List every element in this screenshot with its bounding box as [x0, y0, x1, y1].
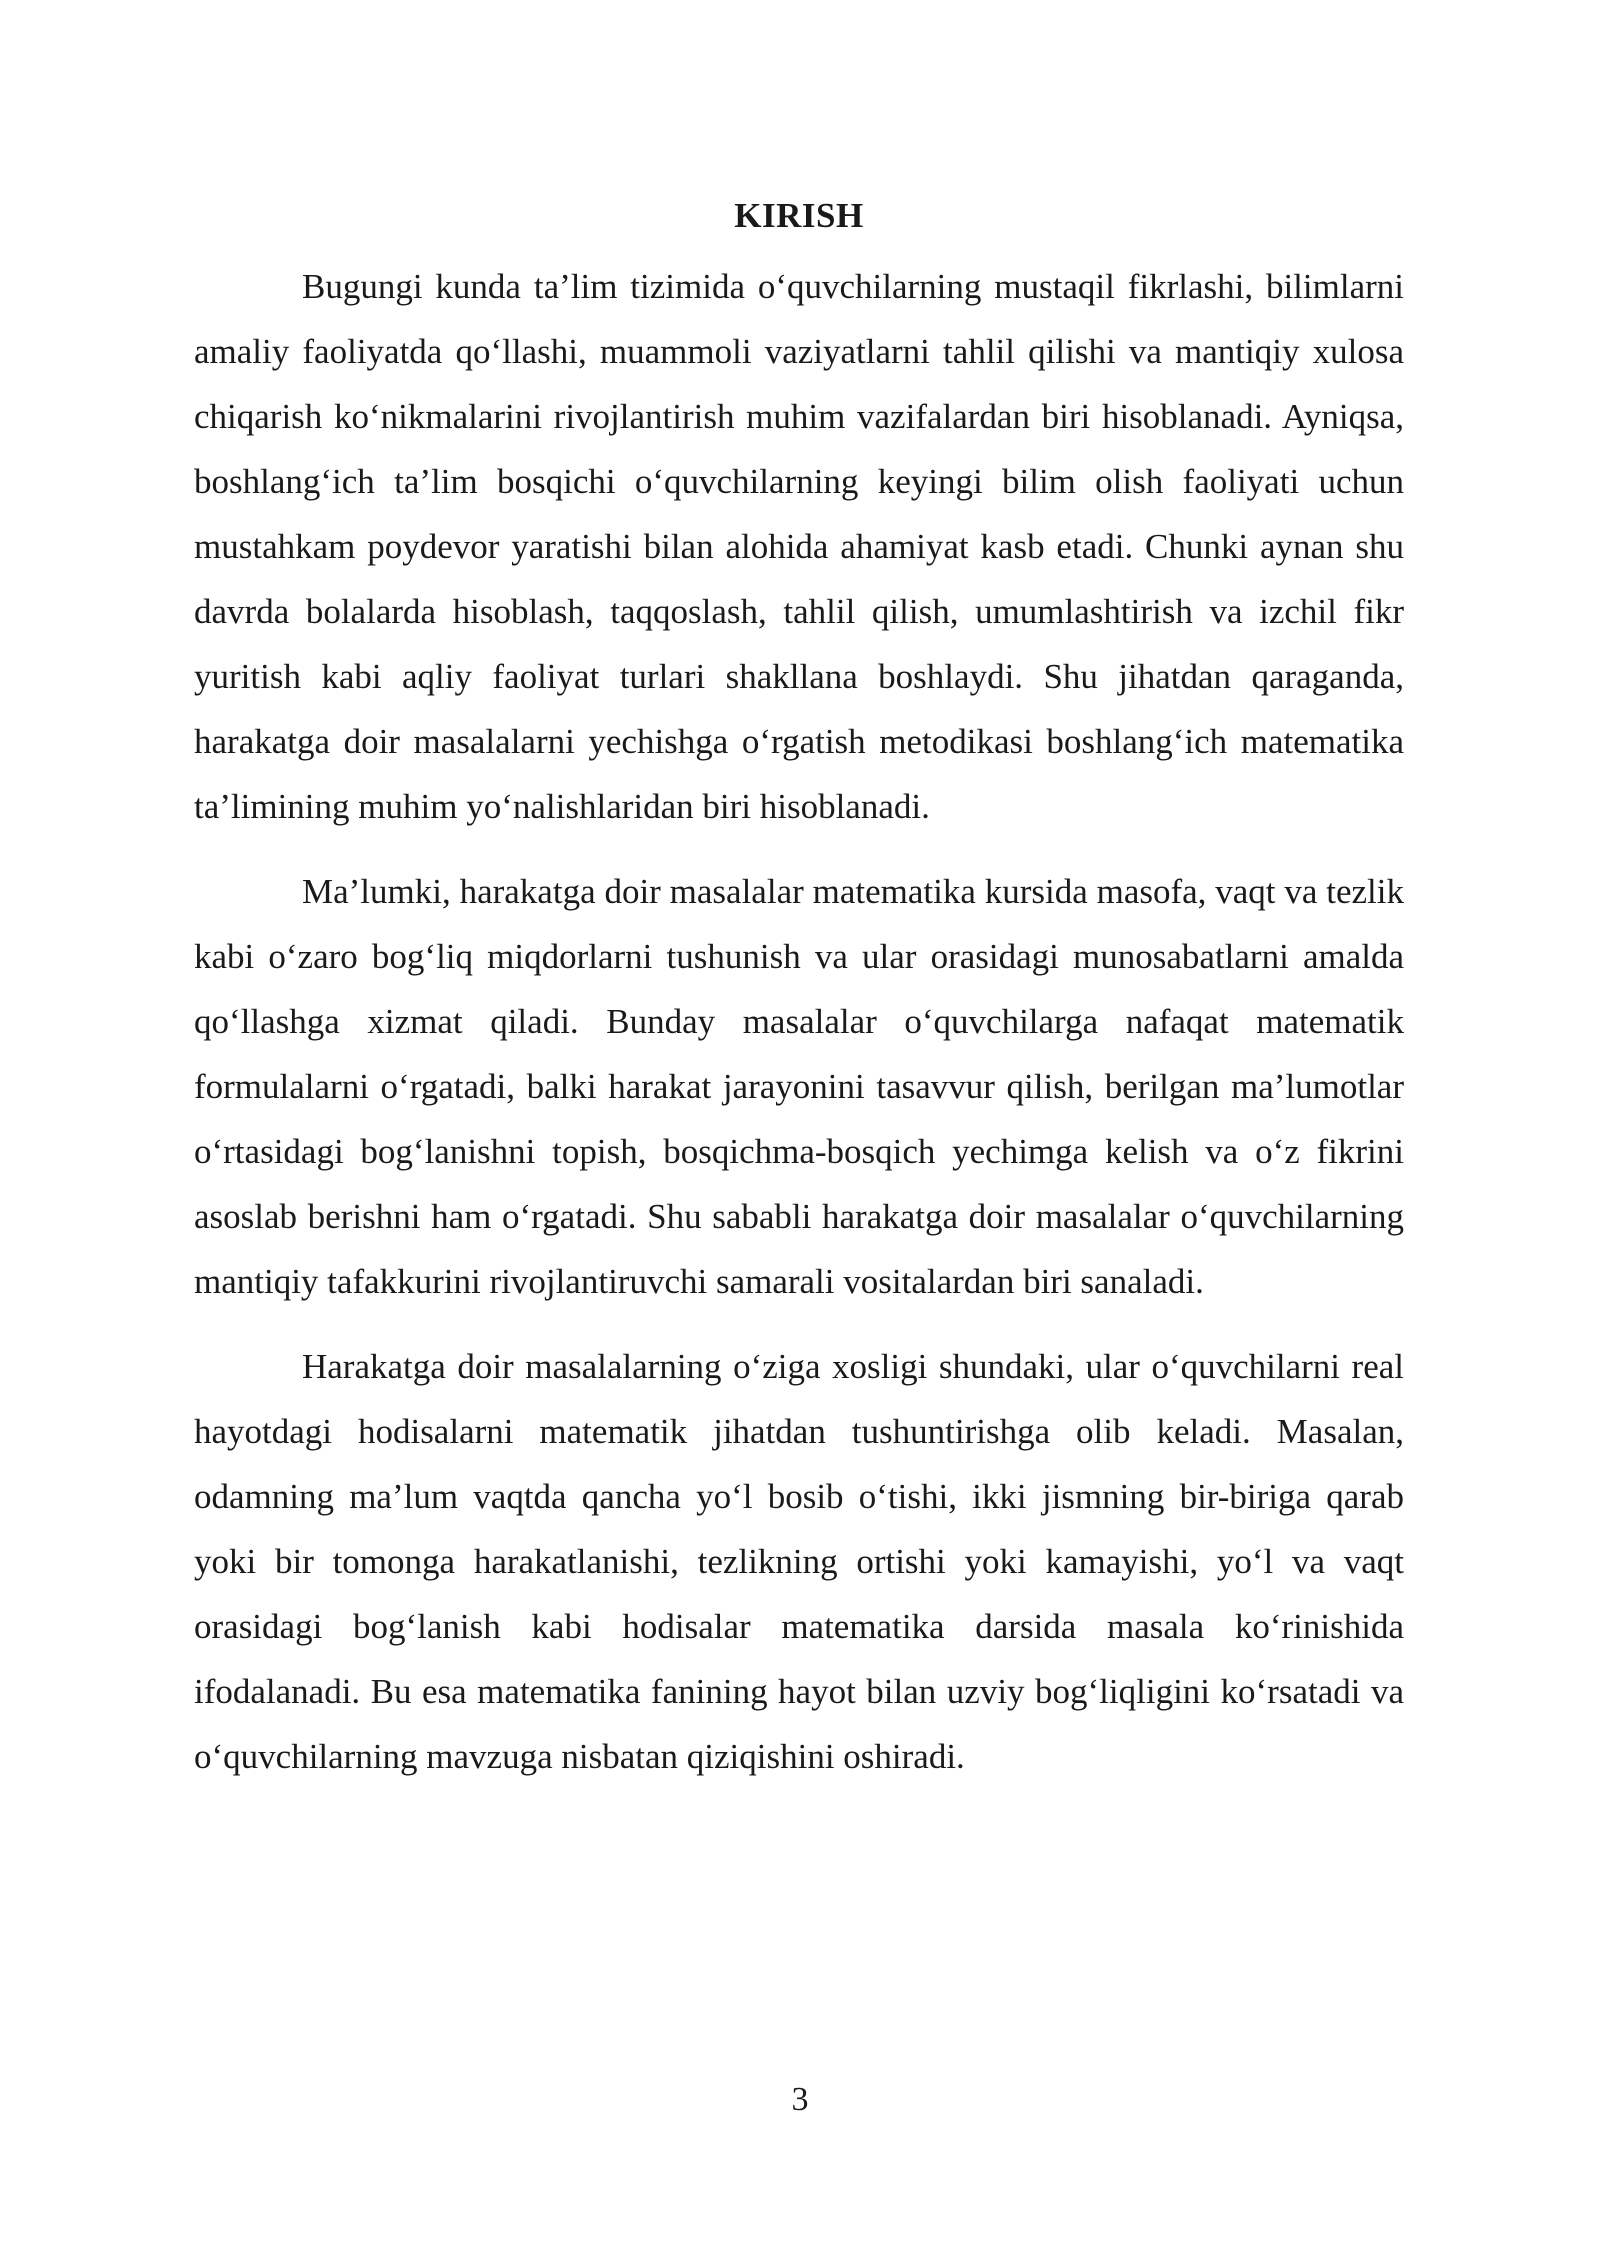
paragraph-1: Bugungi kunda ta’lim tizimida o‘quvchilarning mustaqil fikrlashi, bilimlarni amaliy faoliyatda qo‘llashi, muammoli vaziyatlarni tahlil qilishi va mantiqiy xulosa chiqarish ko‘nikmalarini rivojlantirish muhim vazifalardan biri hisoblanadi. Ayniqsa, boshlang‘ich ta’lim bosqichi o‘quvchilarning keyingi bilim olish faoliyati uchun mustahkam poydevor yaratishi bilan alohida ahamiyat kasb etadi. Chunki aynan shu davrda bolalarda hisoblash, taqqoslash, tahlil qilish, umumlashtirish va izchil fikr yuritish kabi aqliy faoliyat turlari shakllana boshlaydi. Shu jihatdan qaraganda, harakatga doir masalalarni yechishga o‘rgatish metodikasi boshlang‘ich matematika ta’limining muhim yo‘nalishlaridan biri hisoblanadi. — [194, 267, 1404, 826]
paragraph-2: Ma’lumki, harakatga doir masalalar matematika kursida masofa, vaqt va tezlik kabi o‘zaro bog‘liq miqdorlarni tushunish va ular orasidagi munosabatlarni amalda qo‘llashga xizmat qiladi. Bunday masalalar o‘quvchilarga nafaqat matematik formulalarni o‘rgatadi, balki harakat jarayonini tasavvur qilish, berilgan ma’lumotlar o‘rtasidagi bog‘lanishni topish, bosqichma-bosqich yechimga kelish va o‘z fikrini asoslab berishni ham o‘rgatadi. Shu sababli harakatga doir masalalar o‘quvchilarning mantiqiy tafakkurini rivojlantiruvchi samarali vositalardan biri sanaladi. — [194, 872, 1404, 1301]
page-body — [194, 190, 1404, 1809]
page-number: 3 — [791, 2081, 809, 2118]
paragraph-3: Harakatga doir masalalarning o‘ziga xosligi shundaki, ular o‘quvchilarni real hayotdagi hodisalarni matematik jihatdan tushuntirishga olib keladi. Masalan, odamning ma’lum vaqtda qancha yo‘l bosib o‘tishi, ikki jismning bir-biriga qarab yoki bir tomonga harakatlanishi, tezlikning ortishi yoki kamayishi, yo‘l va vaqt orasidagi bog‘lanish kabi hodisalar matematika darsida masala ko‘rinishida ifodalanadi. Bu esa matematika fanining hayot bilan uzviy bog‘liqligini ko‘rsatadi va o‘quvchilarning mavzuga nisbatan qiziqishini oshiradi. — [194, 1347, 1404, 1776]
section-title: KIRISH — [734, 196, 864, 235]
